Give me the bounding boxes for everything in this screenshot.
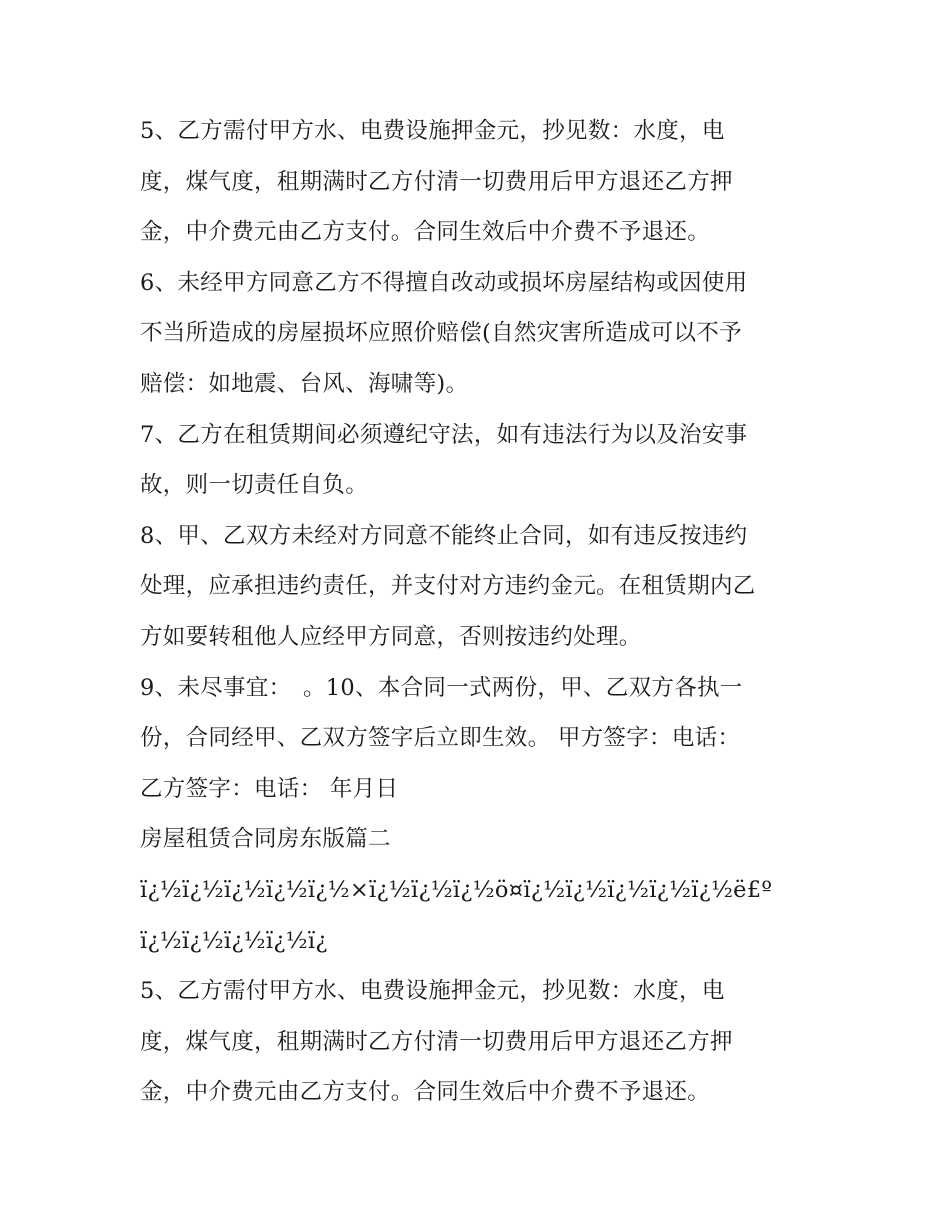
clause-6 — [140, 258, 820, 410]
section-heading: 房屋租赁合同房东版篇二 — [140, 826, 391, 853]
garbled-line: ï¿½ï¿½ï¿½ï¿½ï¿ — [140, 927, 328, 954]
text-line: 金，中介费元由乙方支付。合同生效后中介费不予退还。 — [140, 1079, 711, 1106]
text-line: 度，煤气度，租期满时乙方付清一切费用后甲方退还乙方押 — [140, 168, 733, 195]
clause-7 — [140, 410, 820, 511]
text-line: 不当所造成的房屋损坏应照价赔偿(自然灾害所造成可以不予 — [140, 320, 742, 347]
clause-8 — [140, 511, 820, 663]
garbled-line: ï¿½ï¿½ï¿½ï¿½ï¿½×ï¿½ï¿½ï¿½ö¤ï¿½ï¿½ï¿½ï¿½ï¿½ë£º — [140, 876, 773, 903]
text-line: 6、未经甲方同意乙方不得擅自改动或损坏房屋结构或因使用 — [140, 269, 748, 296]
text-line: 8、甲、乙双方未经对方同意不能终止合同，如有违反按违约 — [140, 522, 748, 549]
text-line: 处理，应承担违约责任，并支付对方违约金元。在租赁期内乙 — [140, 573, 756, 600]
text-line: 赔偿：如地震、台风、海啸等)。 — [140, 370, 469, 397]
text-line: 7、乙方在租赁期间必须遵纪守法，如有违法行为以及治安事 — [140, 421, 748, 448]
text-line: 度，煤气度，租期满时乙方付清一切费用后甲方退还乙方押 — [140, 1028, 733, 1055]
clause-9-10-signatures — [140, 663, 820, 815]
clause-5 — [140, 106, 820, 258]
text-line: 5、乙方需付甲方水、电费设施押金元，抄见数：水度，电 — [140, 118, 725, 144]
garbled-text-block — [140, 865, 820, 966]
document-page — [140, 106, 820, 1118]
text-line: 份，合同经甲、乙双方签字后立即生效。 甲方签字：电话： — [140, 725, 741, 752]
text-line: 9、未尽事宜： 。10、本合同一式两份，甲、乙双方各执一 — [140, 674, 743, 701]
text-line: 金，中介费元由乙方支付。合同生效后中介费不予退还。 — [140, 219, 711, 246]
text-line: 方如要转租他人应经甲方同意，否则按违约处理。 — [140, 623, 642, 650]
text-line: 故，则一切责任自负。 — [140, 472, 369, 499]
text-line: 5、乙方需付甲方水、电费设施押金元，抄见数：水度，电 — [140, 978, 725, 1005]
text-line: 乙方签字：电话： 年月日 — [140, 775, 399, 802]
clause-5-repeat — [140, 966, 820, 1118]
